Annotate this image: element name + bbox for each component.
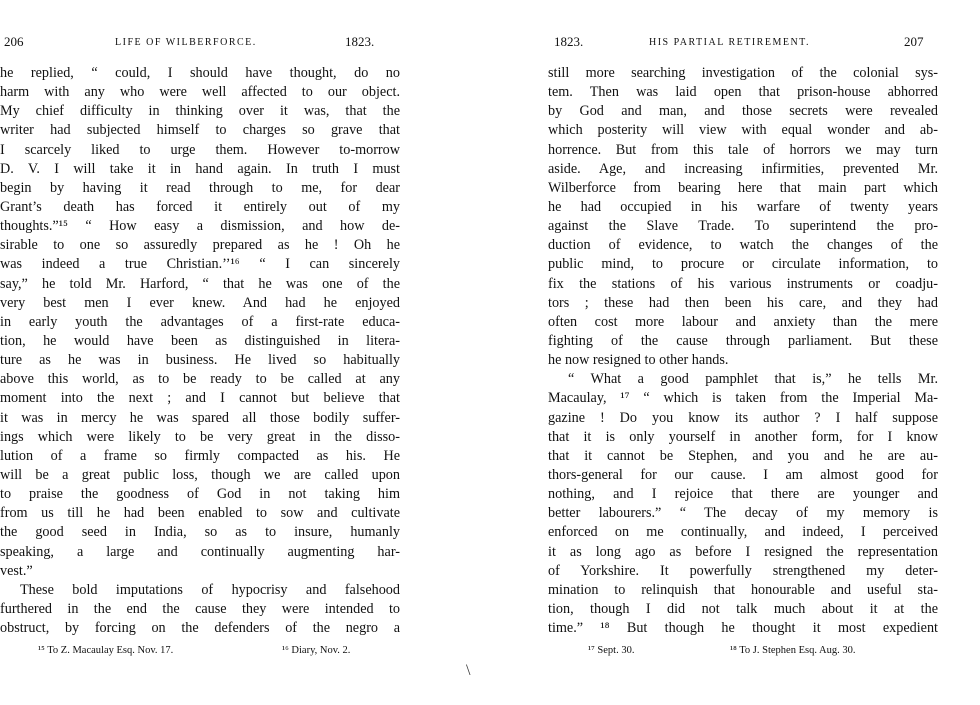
text-line: thoughts.”¹⁵ “ How easy a dismission, and how de- [0,218,400,235]
text-line: from us till he had been enabled to sow and cultivate [0,505,400,522]
text-line: often cost more labour and anxiety than the mere [548,313,938,330]
running-head: HIS PARTIAL RETIREMENT. [649,37,811,48]
text-line: fighting of the cause through parliament. But these [548,332,938,349]
text-line: above this world, as to be ready to be called at any [0,371,400,388]
text-line: which posterity will view with equal wonder and ab- [548,122,938,139]
text-line: public mind, to procure or circulate information, to [548,256,938,273]
footnote: ¹⁵ To Z. Macaulay Esq. Nov. 17. [38,645,174,656]
left-page [0,0,400,705]
text-line: horrence. But from this tale of horrors we may turn [548,141,938,158]
text-line: These bold imputations of hypocrisy and falsehood [20,581,400,598]
text-line: Wilberforce from bearing here that main part which [548,179,938,196]
text-line: aside. Age, and increasing infirmities, prevented Mr. [548,160,938,177]
text-line: obstruct, by forcing on the defenders of the negro a [0,620,400,637]
left-body-text [0,64,400,638]
text-line: tion, though I did not talk much about it at the [548,600,938,617]
text-line: Macaulay, ¹⁷ “ which is taken from the Imperial Ma- [548,390,938,407]
text-line: furthered in the end the cause they were intended to [0,600,400,617]
footnote: ¹⁷ Sept. 30. [588,645,635,656]
text-line: harm with any who were well affected to our object. [0,84,400,101]
text-line: better labourers.” “ The decay of my memory is [548,505,938,522]
text-line: still more searching investigation of the colonial sys- [548,65,938,81]
text-line: to praise the goodness of God in not taking him [0,486,400,503]
text-line: ings which were likely to be very great in the disso- [0,428,400,445]
right-footnotes [548,645,938,661]
text-line: say,” he told Mr. Harford, “ that he was one of the [0,275,400,292]
text-line: begin by having it read through to me, for dear [0,179,400,196]
text-line: sirable to one so assuredly prepared as he ! Oh he [0,237,400,254]
text-line: nothing, and I rejoice that there are younger and [548,486,938,503]
text-line: very best men I ever knew. And had he enjoyed [0,294,400,311]
text-line: in early youth the advantages of a first-rate educa- [0,313,400,330]
text-line: My chief difficulty in thinking over it was, that the [0,103,400,120]
text-line: moment into the next ; and I cannot but believe that [0,390,400,407]
text-line: he now resigned to other hands. [548,352,729,369]
text-line: Grant’s death has forced it entirely out of my [0,198,400,215]
text-line: speaking, a large and continually augmenting har- [0,543,400,560]
text-line: tors ; these had then been his care, and they had [548,294,938,311]
right-header [548,34,938,54]
text-line: mination to relinquish that honourable and useful sta- [548,581,938,598]
text-line: lution of a frame so firmly compacted as his. He [0,447,400,464]
text-line: enforced on me continually, and indeed, I perceived [548,524,938,541]
text-line: by God and man, and those secrets were revealed [548,103,938,120]
text-line: vest.” [0,562,33,579]
text-line: will be a great public loss, though we are called upon [0,466,400,483]
text-line: tem. Then was laid open that prison-house abhorred [548,84,938,101]
text-line: it as long ago as before I resigned the representation [548,543,938,560]
footnote: ¹⁸ To J. Stephen Esq. Aug. 30. [730,645,856,656]
text-line: tion, he would have been as distinguished in litera- [0,332,400,349]
text-line: the good seed in India, so as to insure, humanly [0,524,400,541]
text-line: gazine ! Do you know its author ? I half suppose [548,409,938,426]
text-line: of Yorkshire. It powerfully strengthened my deter- [548,562,938,579]
margin-mark: \ [466,662,471,679]
footnote: ¹⁶ Diary, Nov. 2. [282,645,351,656]
header-year: 1823. [345,34,375,49]
text-line: that it cannot be Stephen, and you and he are au- [548,447,938,464]
text-line: “ What a good pamphlet that is,” he tells Mr. [568,371,938,388]
text-line: fix the stations of his various instruments or coadju- [548,275,938,292]
left-header [0,34,400,54]
text-line: time.” ¹⁸ But though he thought it most expedient [548,620,938,637]
text-line: writer had subjected himself to charges so grave that [0,122,400,139]
page-number: 207 [904,34,924,49]
right-page [548,0,938,705]
text-line: I scarcely liked to urge them. However to-morrow [0,141,400,158]
text-line: ture as he was in business. He lived so habitually [0,352,400,369]
text-line: duction of evidence, to watch the changes of the [548,237,938,254]
page-number: 206 [4,34,24,49]
left-footnotes [0,645,400,661]
text-line: that it is only yourself in another form, for I know [548,428,938,445]
text-line: against the Slave Trade. To superintend the pro- [548,218,938,235]
text-line: he replied, “ could, I should have thought, do no [0,65,400,81]
text-line: he had occupied in his warfare of twenty years [548,198,938,215]
running-head: LIFE OF WILBERFORCE. [115,37,257,48]
header-year: 1823. [554,34,584,49]
text-line: thors-general for our cause. I am almost good for [548,466,938,483]
text-line: was indeed a true Christian.’’¹⁶ “ I can sincerely [0,256,400,273]
text-line: it was in mercy he was spared all those bodily suffer- [0,409,400,426]
text-line: D. V. I will take it in hand again. In truth I must [0,160,400,177]
right-body-text [548,64,938,638]
